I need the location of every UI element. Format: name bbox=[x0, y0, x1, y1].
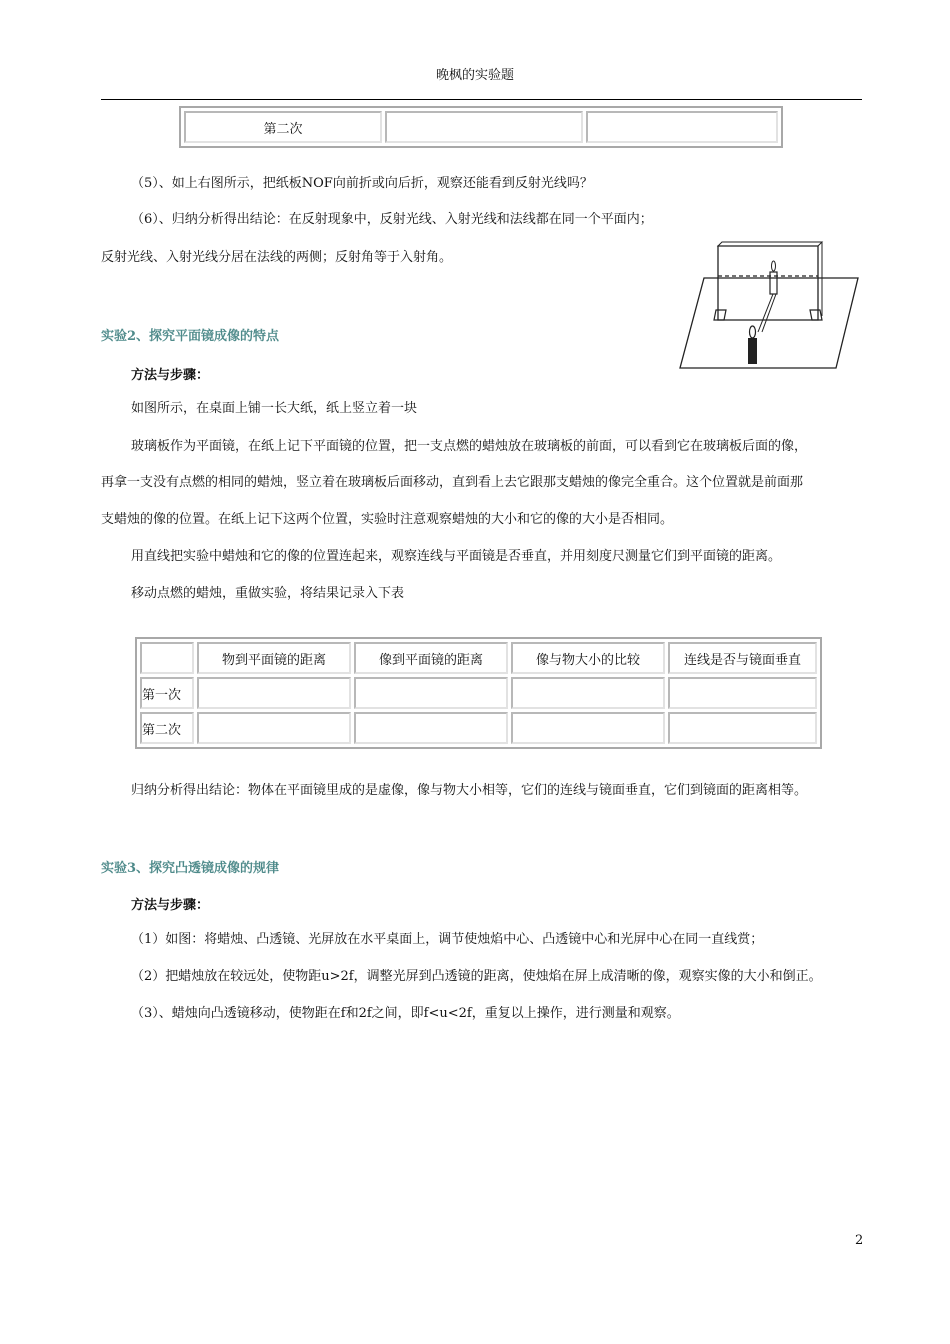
table-header-cell: 连线是否与镜面垂直 bbox=[668, 642, 817, 674]
exp3-step1: （1）如图：将蜡烛、凸透镜、光屏放在水平桌面上，调节使烛焰中心、凸透镜中心和光屏中心在同一直线赏； bbox=[131, 932, 764, 947]
table-cell bbox=[586, 111, 778, 143]
table-row-label: 第一次 bbox=[140, 677, 194, 709]
plane-mirror-figure bbox=[676, 240, 861, 375]
reflection-table bbox=[179, 106, 783, 148]
exp2-method-label: 方法与步骤： bbox=[131, 368, 210, 383]
table-cell bbox=[197, 677, 351, 709]
table-header-row bbox=[140, 642, 817, 674]
table-row bbox=[140, 677, 817, 709]
exp2-line5: 用直线把实验中蜡烛和它的像的位置连起来，观察连线与平面镜是否垂直，并用刻度尺测量它们到平面镜的距离。 bbox=[131, 549, 782, 564]
exp2-line2: 玻璃板作为平面镜，在纸上记下平面镜的位置，把一支点燃的蜡烛放在玻璃板的前面，可以看到它在玻璃板后面的像， bbox=[131, 439, 808, 454]
table-row bbox=[140, 712, 817, 744]
table-cell-row-label: 第二次 bbox=[184, 111, 382, 143]
exp1-step6-line2: 反射光线、入射光线分居在法线的两侧；反射角等于入射角。 bbox=[101, 250, 453, 265]
exp3-step3: （3）、蜡烛向凸透镜移动，使物距在f和2f之间，即f<u<2f，重复以上操作，进行测量和观察。 bbox=[131, 1006, 680, 1021]
table-cell bbox=[511, 712, 665, 744]
table-cell bbox=[385, 111, 583, 143]
table-header-cell: 像与物大小的比较 bbox=[511, 642, 665, 674]
header-divider bbox=[101, 99, 862, 100]
exp2-line1: 如图所示，在桌面上铺一长大纸，纸上竖立着一块 bbox=[131, 401, 418, 416]
exp3-step2: （2）把蜡烛放在较远处，使物距u>2f，调整光屏到凸透镜的距离，使烛焰在屏上成清晰的像，观察实像的大小和倒正。 bbox=[131, 969, 822, 984]
exp3-method-label: 方法与步骤： bbox=[131, 898, 210, 913]
exp2-line4: 支蜡烛的像的位置。在纸上记下这两个位置，实验时注意观察蜡烛的大小和它的像的大小是否相同。 bbox=[101, 512, 674, 527]
table-cell bbox=[354, 712, 508, 744]
exp2-conclusion: 归纳分析得出结论：物体在平面镜里成的是虚像，像与物大小相等，它们的连线与镜面垂直，它们到镜面的距离相等。 bbox=[131, 783, 808, 798]
exp2-line3: 再拿一支没有点燃的相同的蜡烛，竖立着在玻璃板后面移动，直到看上去它跟那支蜡烛的像完全重合。这个位置就是前面那 bbox=[101, 475, 804, 490]
table-cell bbox=[354, 677, 508, 709]
table-cell bbox=[668, 677, 817, 709]
exp1-step6-line1: （6）、归纳分析得出结论：在反射现象中，反射光线、入射光线和法线都在同一个平面内； bbox=[131, 212, 653, 227]
table-cell bbox=[197, 712, 351, 744]
mirror-results-table bbox=[135, 637, 822, 749]
table-cell bbox=[511, 677, 665, 709]
table-cell bbox=[668, 712, 817, 744]
table-header-cell bbox=[140, 642, 194, 674]
exp2-line6: 移动点燃的蜡烛，重做实验，将结果记录入下表 bbox=[131, 586, 405, 601]
table-header-cell: 像到平面镜的距离 bbox=[354, 642, 508, 674]
table-header-cell: 物到平面镜的距离 bbox=[197, 642, 351, 674]
table-row-label: 第二次 bbox=[140, 712, 194, 744]
page-number: 2 bbox=[855, 1233, 864, 1248]
exp2-heading: 实验2、探究平面镜成像的特点 bbox=[101, 329, 280, 344]
exp3-heading: 实验3、探究凸透镜成像的规律 bbox=[101, 861, 280, 876]
table-row bbox=[184, 111, 778, 143]
exp1-step5: （5）、如上右图所示，把纸板NOF向前折或向后折，观察还能看到反射光线吗？ bbox=[131, 176, 593, 191]
page-header-title: 晚枫的实验题 bbox=[435, 68, 514, 83]
